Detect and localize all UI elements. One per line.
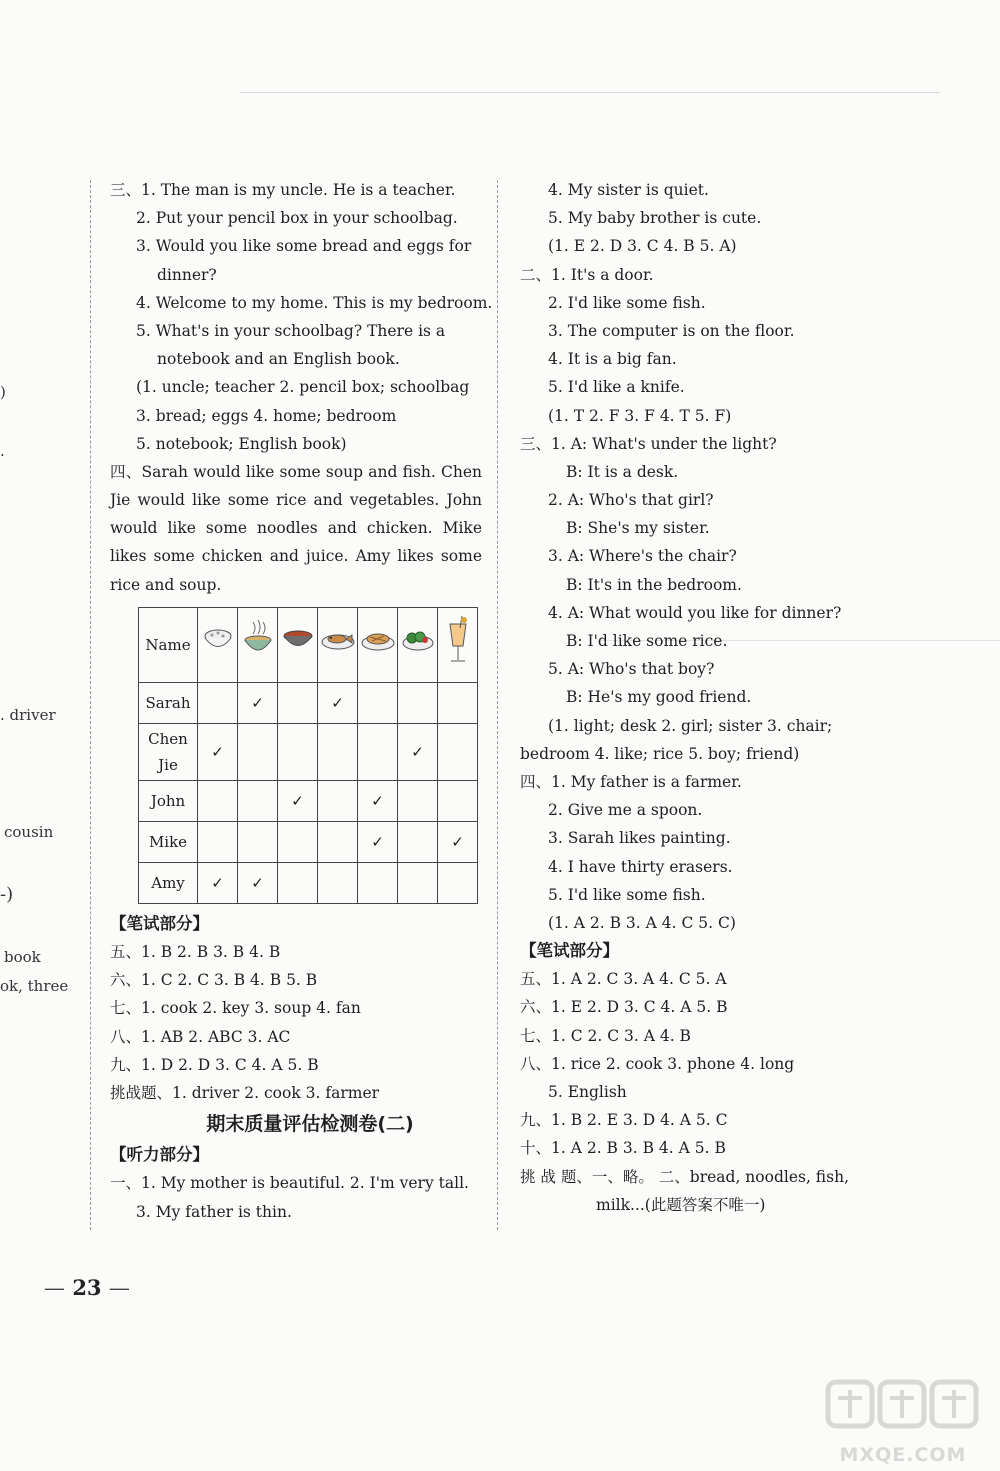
section-1-continued xyxy=(520,176,900,261)
table-cell xyxy=(358,682,398,723)
edge-fragment: cousin xyxy=(4,823,54,841)
table-cell xyxy=(398,821,438,862)
check-mark: ✓ xyxy=(238,862,278,903)
table-cell xyxy=(278,723,318,780)
check-mark: ✓ xyxy=(358,780,398,821)
answer-line: 2. Give me a spoon. xyxy=(548,801,703,820)
center-dashed-divider xyxy=(497,180,498,1230)
table-row-chen-jie xyxy=(139,723,478,780)
written-answers xyxy=(520,965,900,1219)
section-4-paragraph: 四、Sarah would like some soup and fish. Chen Jie would like some rice and vegetables. John would like some noodles and chicken. Mike likes some chicken and juice. Amy likes some rice and soup. xyxy=(110,462,482,594)
table-header-row xyxy=(139,607,478,682)
table-row-mike xyxy=(139,821,478,862)
row-name: Mike xyxy=(139,821,198,862)
table-cell xyxy=(278,862,318,903)
row-name: John xyxy=(139,780,198,821)
listening-section-header: 【听力部分】 xyxy=(110,1145,209,1165)
table-row-amy xyxy=(139,862,478,903)
table-cell xyxy=(438,862,478,903)
watermark-logo-icon xyxy=(818,1378,988,1440)
answer-line: (1. A 2. B 3. A 4. C 5. C) xyxy=(548,913,736,932)
answer-line: (1. light; desk 2. girl; sister 3. chair; xyxy=(548,716,833,735)
table-cell xyxy=(198,780,238,821)
answer-line: 四、1. My father is a farmer. xyxy=(520,772,742,791)
check-mark: ✓ xyxy=(238,682,278,723)
answer-line: 二、1. It's a door. xyxy=(520,265,654,284)
answer-line: (1. E 2. D 3. C 4. B 5. A) xyxy=(548,237,737,256)
answer-line: 八、1. rice 2. cook 3. phone 4. long xyxy=(520,1054,795,1073)
answer-line: 2. I'd like some fish. xyxy=(548,293,706,312)
listening-answers xyxy=(110,1169,482,1225)
table-cell xyxy=(398,780,438,821)
answer-line: 七、1. cook 2. key 3. soup 4. fan xyxy=(110,999,361,1018)
answer-line: 4. It is a big fan. xyxy=(548,350,677,369)
edge-fragment: ) xyxy=(0,383,6,401)
table-cell xyxy=(358,862,398,903)
answer-line: 七、1. C 2. C 3. A 4. B xyxy=(520,1026,691,1045)
check-mark: ✓ xyxy=(438,821,478,862)
answer-line: B: She's my sister. xyxy=(566,519,710,538)
answer-line: 挑战题、1. driver 2. cook 3. farmer xyxy=(110,1084,380,1103)
row-name: Sarah xyxy=(139,682,198,723)
table-cell xyxy=(278,821,318,862)
edge-fragment: -) xyxy=(0,884,14,905)
section-2-answers xyxy=(520,261,900,430)
table-cell xyxy=(398,682,438,723)
answer-line: 5. A: Who's that boy? xyxy=(548,660,715,679)
table-cell xyxy=(438,682,478,723)
answer-line: 5. I'd like a knife. xyxy=(548,378,685,397)
check-mark: ✓ xyxy=(318,682,358,723)
answer-line: dinner? xyxy=(157,265,217,284)
answer-line: 十、1. A 2. B 3. B 4. A 5. B xyxy=(520,1139,726,1158)
answer-line: 3. Would you like some bread and eggs for xyxy=(136,237,472,256)
section-3-answers xyxy=(110,176,493,458)
food-table xyxy=(138,607,478,904)
answer-line: 三、1. The man is my uncle. He is a teacher. xyxy=(110,181,456,199)
left-dashed-divider xyxy=(90,180,91,1230)
watermark xyxy=(818,1378,988,1466)
page-number-footer xyxy=(44,1275,130,1300)
table-cell xyxy=(318,780,358,821)
answer-line: 4. My sister is quiet. xyxy=(548,181,709,199)
table-row-john xyxy=(139,780,478,821)
answer-line: bedroom 4. like; rice 5. boy; friend) xyxy=(520,744,800,763)
right-column xyxy=(520,176,900,1219)
answer-line: 九、1. D 2. D 3. C 4. A 5. B xyxy=(110,1055,319,1074)
edge-fragment: . xyxy=(0,442,5,460)
rice-bowl-icon xyxy=(198,607,238,682)
answer-line: 五、1. A 2. C 3. A 4. C 5. A xyxy=(520,970,727,989)
answer-line: 3. bread; eggs 4. home; bedroom xyxy=(136,406,397,425)
answer-line: 5. I'd like some fish. xyxy=(548,885,706,904)
check-mark: ✓ xyxy=(198,723,238,780)
table-cell xyxy=(238,723,278,780)
table-cell xyxy=(198,682,238,723)
row-name: Amy xyxy=(139,862,198,903)
answer-line: 一、1. My mother is beautiful. 2. I'm very tall. xyxy=(110,1174,469,1193)
page-number-dash: — xyxy=(44,1276,65,1300)
chicken-plate-icon xyxy=(358,607,398,682)
table-cell xyxy=(358,723,398,780)
check-mark: ✓ xyxy=(278,780,318,821)
vegetables-icon xyxy=(398,607,438,682)
soup-bowl-icon xyxy=(278,607,318,682)
written-section-header: 【笔试部分】 xyxy=(520,941,619,961)
table-cell xyxy=(398,862,438,903)
answer-line: 六、1. E 2. D 3. C 4. A 5. B xyxy=(520,998,728,1017)
edge-fragment: book xyxy=(4,948,41,966)
table-cell xyxy=(318,862,358,903)
answer-line: B: It is a desk. xyxy=(566,462,679,481)
juice-glass-icon xyxy=(438,607,478,682)
answer-line: 挑 战 题、一、略。 二、bread, noodles, fish, xyxy=(520,1167,850,1186)
left-column xyxy=(110,176,493,1226)
answer-line: 九、1. B 2. E 3. D 4. A 5. C xyxy=(520,1111,728,1130)
table-cell xyxy=(318,821,358,862)
answer-line: 3. A: Where's the chair? xyxy=(548,547,737,566)
answer-line: 五、1. B 2. B 3. B 4. B xyxy=(110,943,281,962)
answer-line: 5. English xyxy=(548,1083,627,1101)
table-cell xyxy=(238,780,278,821)
answer-line: (1. uncle; teacher 2. pencil box; schoolbag xyxy=(136,378,470,397)
answer-line: 三、1. A: What's under the light? xyxy=(520,434,777,453)
check-mark: ✓ xyxy=(198,862,238,903)
section-4-answers xyxy=(520,768,900,937)
table-row-sarah xyxy=(139,682,478,723)
answer-line: notebook and an English book. xyxy=(157,350,400,369)
row-name: Chen Jie xyxy=(139,723,198,780)
answer-line: 5. notebook; English book) xyxy=(136,434,347,453)
answer-line: (1. T 2. F 3. F 4. T 5. F) xyxy=(548,406,732,425)
answer-line: 六、1. C 2. C 3. B 4. B 5. B xyxy=(110,971,318,990)
answer-line: 4. Welcome to my home. This is my bedroom. xyxy=(136,293,493,312)
answer-line: B: He's my good friend. xyxy=(566,688,752,707)
answer-line: 3. The computer is on the floor. xyxy=(548,321,795,340)
noodles-icon xyxy=(238,607,278,682)
answer-line: milk...(此题答案不唯一) xyxy=(596,1195,766,1214)
edge-fragment: ok, three xyxy=(0,977,69,995)
table-cell xyxy=(438,723,478,780)
answer-line: B: It's in the bedroom. xyxy=(566,575,742,594)
check-mark: ✓ xyxy=(358,821,398,862)
answer-line: 3. Sarah likes painting. xyxy=(548,829,731,848)
answer-line: B: I'd like some rice. xyxy=(566,632,728,650)
written-section-header: 【笔试部分】 xyxy=(110,913,209,933)
answer-line: 4. A: What would you like for dinner? xyxy=(548,603,842,622)
written-answers xyxy=(110,938,482,1107)
answer-line: 2. Put your pencil box in your schoolbag. xyxy=(136,209,458,228)
table-cell xyxy=(278,682,318,723)
edge-fragment: . driver xyxy=(0,706,56,724)
table-cell xyxy=(198,821,238,862)
answer-line: 3. My father is thin. xyxy=(136,1202,292,1221)
table-cell xyxy=(318,723,358,780)
answer-line: 八、1. AB 2. ABC 3. AC xyxy=(110,1027,291,1046)
answer-line: 5. What's in your schoolbag? There is a xyxy=(136,321,446,340)
table-cell xyxy=(238,821,278,862)
table-cell xyxy=(438,780,478,821)
exam-title: 期末质量评估检测卷(二) xyxy=(206,1113,414,1136)
answer-line: 2. A: Who's that girl? xyxy=(548,491,714,510)
watermark-text: MXQE.COM xyxy=(839,1444,967,1466)
check-mark: ✓ xyxy=(398,723,438,780)
answer-line: 4. I have thirty erasers. xyxy=(548,857,733,876)
section-3-answers xyxy=(520,430,900,768)
page-number-dash: — xyxy=(108,1276,130,1300)
page-number: 23 xyxy=(72,1275,102,1300)
answer-line: 5. My baby brother is cute. xyxy=(548,209,762,228)
table-header-name: Name xyxy=(139,607,198,682)
fish-plate-icon xyxy=(318,607,358,682)
